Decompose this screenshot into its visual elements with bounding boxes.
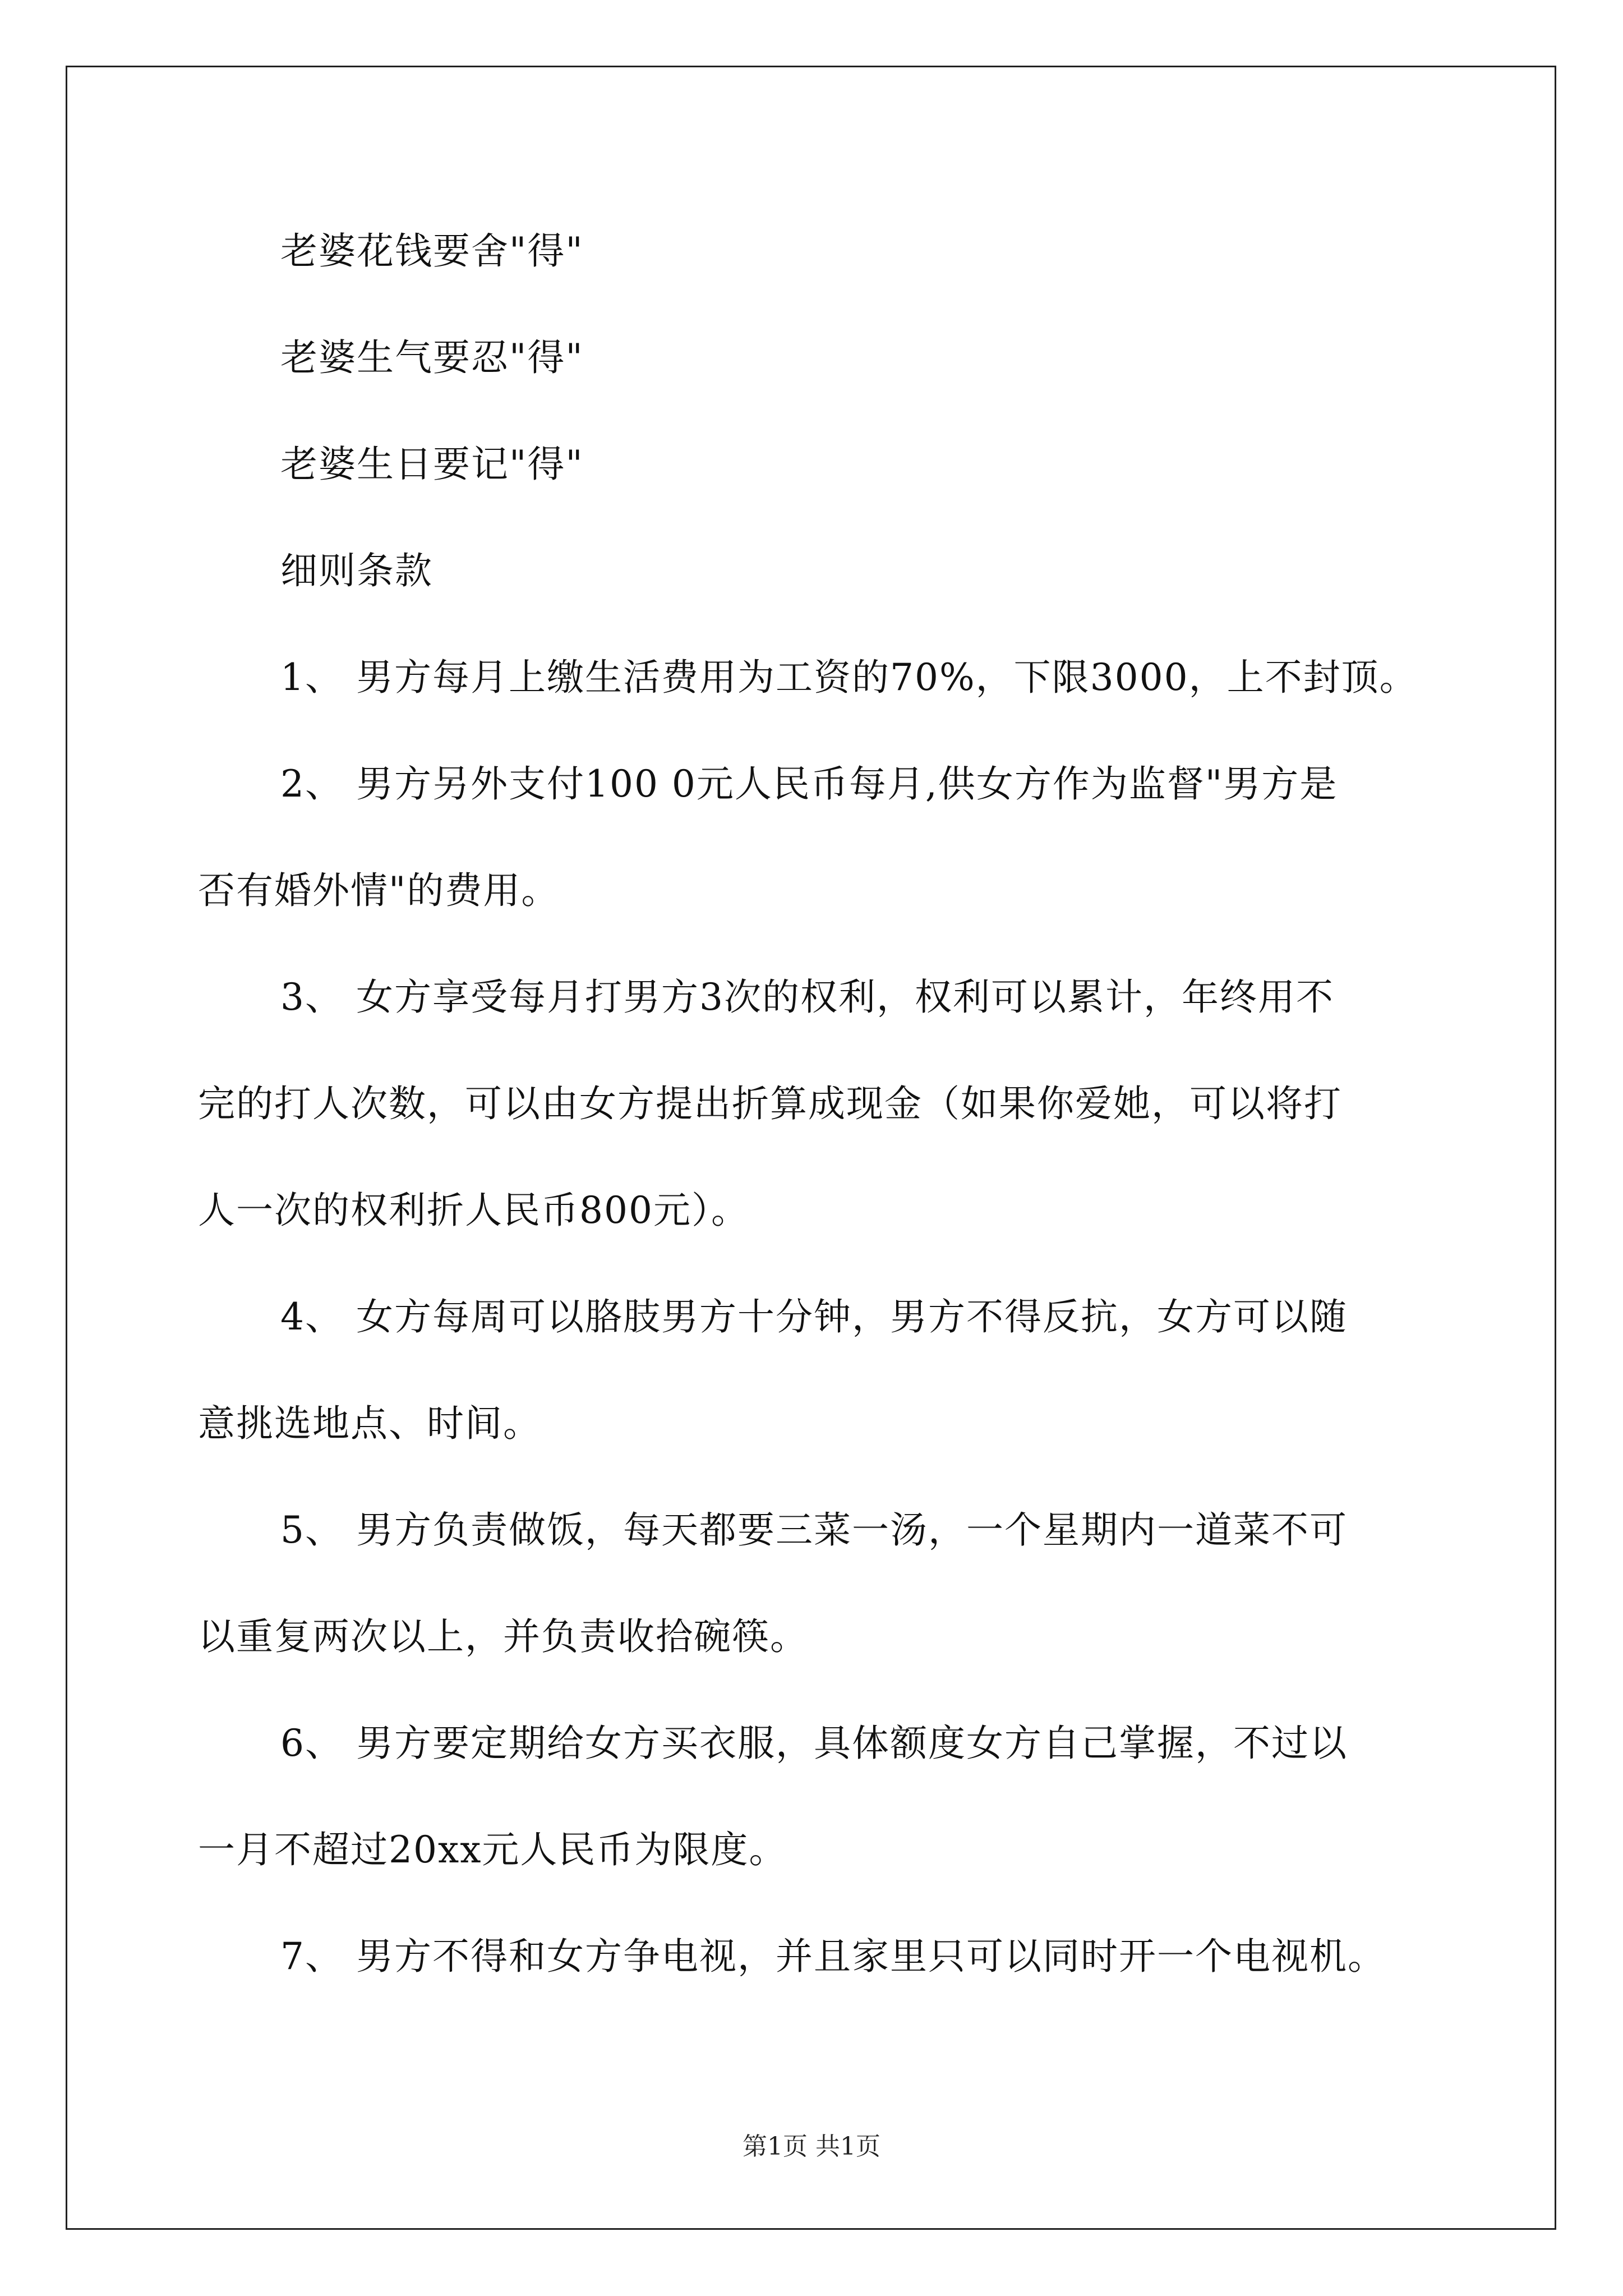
clause-4-line-2: 意挑选地点、时间。	[198, 1402, 541, 1445]
clause-3-line-1: 3、 女方享受每月打男方3次的权利，权利可以累计，年终用不	[280, 976, 1334, 1019]
clause-5-line-2: 以重复两次以上，并负责收拾碗筷。	[198, 1615, 808, 1658]
text-line-2: 老婆生气要忍"得"	[280, 336, 584, 379]
clause-2-line-2: 否有婚外情"的费用。	[198, 869, 560, 912]
clause-3-line-3: 人一次的权利折人民币800元）。	[198, 1189, 749, 1232]
clause-6-line-2: 一月不超过20xx元人民币为限度。	[198, 1828, 787, 1871]
page-border	[66, 66, 1556, 2230]
clause-7: 7、 男方不得和女方争电视，并且家里只可以同时开一个电视机。	[280, 1935, 1386, 1978]
clause-2-line-1: 2、 男方另外支付100 0元人民币每月,供女方作为监督"男方是	[280, 762, 1338, 806]
clause-5-line-1: 5、 男方负责做饭，每天都要三菜一汤，一个星期内一道菜不可	[280, 1508, 1348, 1552]
clause-4-line-1: 4、 女方每周可以胳肢男方十分钟，男方不得反抗，女方可以随	[280, 1295, 1348, 1338]
clause-3-line-2: 完的打人次数，可以由女方提出折算成现金（如果你爱她，可以将打	[198, 1082, 1342, 1125]
clause-1: 1、 男方每月上缴生活费用为工资的70%，下限3000，上不封顶。	[280, 656, 1418, 699]
clause-6-line-1: 6、 男方要定期给女方买衣服，具体额度女方自己掌握，不过以	[280, 1722, 1348, 1765]
section-heading: 细则条款	[280, 549, 433, 592]
text-line-1: 老婆花钱要舍"得"	[280, 229, 584, 273]
page-footer: 第1页 共1页	[743, 2132, 880, 2161]
text-line-3: 老婆生日要记"得"	[280, 443, 584, 486]
